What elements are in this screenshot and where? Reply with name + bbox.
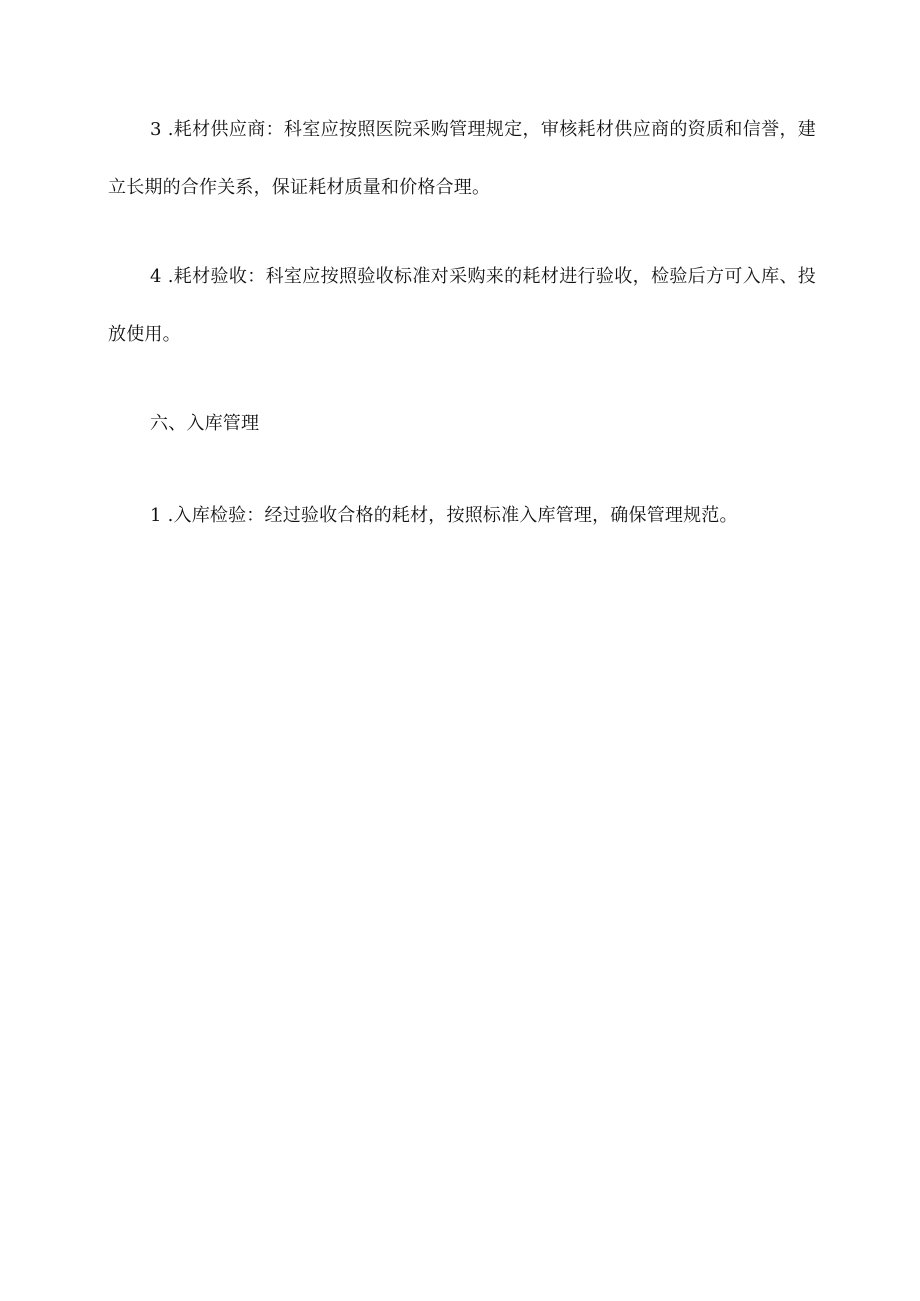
paragraph-warehousing-inspection: 1 .入库检验：经过验收合格的耗材，按照标准入库管理，确保管理规范。 [150, 505, 738, 526]
paragraph-consumable-acceptance: 4 .耗材验收：科室应按照验收标准对采购来的耗材进行验收，检验后方可入库、投放使用。 [108, 266, 816, 345]
paragraph-consumable-supplier: 3 .耗材供应商：科室应按照医院采购管理规定，审核耗材供应商的资质和信誉，建立长期的合作关系，保证耗材质量和价格合理。 [108, 119, 816, 198]
section-heading-warehousing-management: 六、入库管理 [150, 413, 260, 434]
